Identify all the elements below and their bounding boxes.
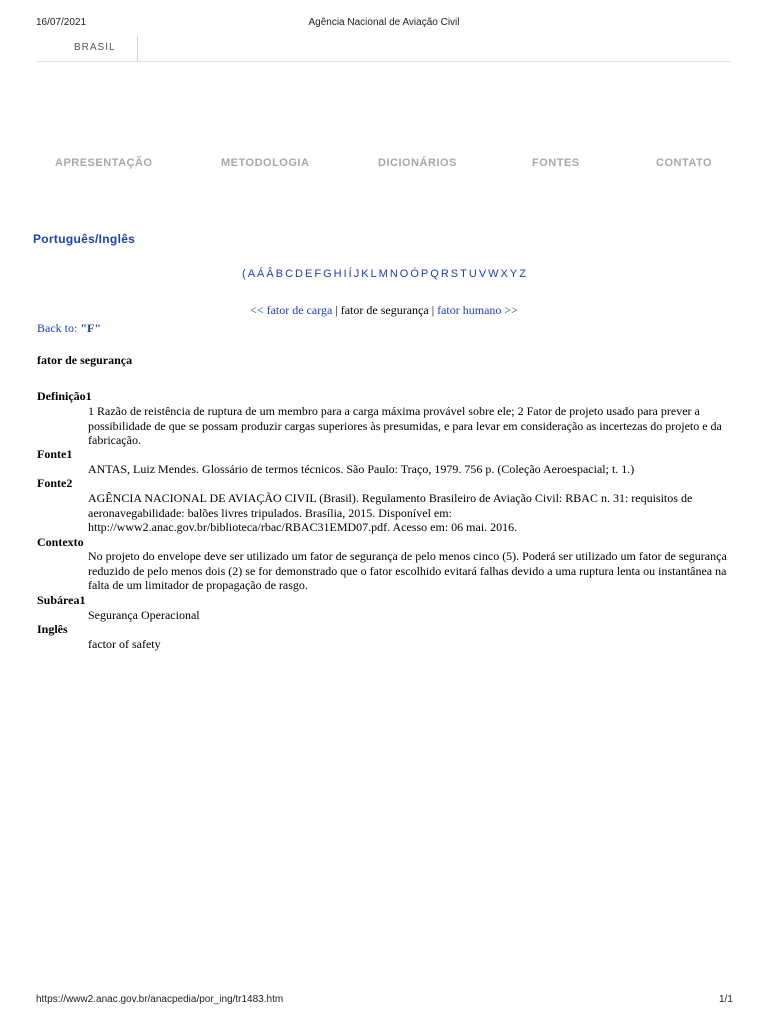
alphabet-letter-link[interactable]: I: [343, 268, 347, 280]
alphabet-letter-link[interactable]: N: [389, 268, 398, 280]
pager-separator: |: [335, 303, 338, 317]
alphabet-paren: (: [242, 268, 246, 280]
fonte2-value: AGÊNCIA NACIONAL DE AVIAÇÃO CIVIL (Brasil). Regulamento Brasileiro de Aviação Civil: RBAC n. 31: requisitos de aeronavegabilidade: balões livres tripulados. Brasília, 2015. Disponível em: http://www2.anac.gov.br/biblioteca/rbac/RBAC31EMD07.pdf. Acesso em: 06 mai. 2016.: [88, 491, 693, 535]
alphabet-letter-link[interactable]: F: [314, 268, 322, 280]
header-divider: [137, 36, 138, 62]
alphabet-letter-link[interactable]: E: [304, 268, 313, 280]
pager-separator: |: [431, 303, 435, 317]
term-pager: [0, 303, 768, 318]
back-link[interactable]: [37, 321, 101, 336]
alphabet-letter-link[interactable]: A: [247, 268, 256, 280]
alphabet-index: [0, 268, 768, 280]
contexto-label: Contexto: [37, 535, 84, 549]
alphabet-letter-link[interactable]: Ó: [410, 268, 419, 280]
alphabet-letter-link[interactable]: P: [420, 268, 429, 280]
alphabet-letter-link[interactable]: S: [450, 268, 459, 280]
ingles-label: Inglês: [37, 622, 68, 636]
alphabet-letter-link[interactable]: T: [460, 268, 467, 280]
alphabet-letter-link[interactable]: Â: [266, 268, 274, 280]
alphabet-letter-link[interactable]: B: [275, 268, 284, 280]
term-heading: fator de segurança: [37, 353, 133, 367]
contexto-value: No projeto do envelope deve ser utilizado um fator de segurança de pelo menos cinco (5). Poderá ser utilizado um fator de segurança reduzido de pelo menos dois (2) se for demonstrado que o fator escolhido evitará falhas devido a uma ruptura lenta ou instantânea na falta de um limitador de propagação de rasgo.: [88, 549, 727, 593]
alphabet-letter-link[interactable]: Z: [519, 268, 526, 280]
print-page-number: 1/1: [719, 994, 733, 1005]
alphabet-letter-link[interactable]: U: [468, 268, 477, 280]
alphabet-letter-link[interactable]: V: [478, 268, 487, 280]
nav-metodologia[interactable]: METODOLOGIA: [221, 157, 310, 169]
nav-fontes[interactable]: FONTES: [532, 157, 580, 169]
ingles-value: factor of safety: [88, 637, 161, 651]
current-term: fator de segurança: [340, 303, 429, 317]
section-title: Português/Inglês: [33, 232, 136, 246]
fonte1-value: ANTAS, Luiz Mendes. Glossário de termos técnicos. São Paulo: Traço, 1979. 756 p. (Coleção Aeroespacial; t. 1.): [88, 462, 635, 476]
alphabet-letter-link[interactable]: Y: [509, 268, 518, 280]
back-label: Back to:: [37, 321, 78, 335]
brasil-link[interactable]: BRASIL: [74, 42, 116, 53]
next-term-link[interactable]: fator humano >>: [437, 303, 518, 317]
alphabet-letter-link[interactable]: R: [440, 268, 449, 280]
nav-apresentacao[interactable]: APRESENTAÇÃO: [55, 157, 153, 169]
alphabet-letter-link[interactable]: C: [285, 268, 294, 280]
alphabet-letter-link[interactable]: X: [500, 268, 508, 280]
back-target[interactable]: "F": [80, 321, 101, 335]
subarea-label: Subárea1: [37, 593, 86, 607]
alphabet-letter-link[interactable]: L: [370, 268, 377, 280]
alphabet-letter-link[interactable]: G: [323, 268, 332, 280]
definicao-value: 1 Razão de reistência de ruptura de um membro para a carga máxima provável sobre ele; 2 Fator de projeto usado para prever a possibilidade de que se possam produzir cargas superiores às presumidas, e para levar em consideração as incertezas do projeto e da fabricação.: [88, 404, 722, 448]
definicao-label: Definição1: [37, 389, 92, 403]
nav-dicionarios[interactable]: DICIONÁRIOS: [378, 157, 457, 169]
alphabet-letter-link[interactable]: H: [333, 268, 342, 280]
alphabet-letter-link[interactable]: K: [361, 268, 369, 280]
nav-contato[interactable]: CONTATO: [656, 157, 713, 169]
alphabet-letter-link[interactable]: J: [353, 268, 360, 280]
print-url: https://www2.anac.gov.br/anacpedia/por_ing/tr1483.htm: [36, 994, 284, 1005]
fonte1-label: Fonte1: [37, 447, 73, 461]
subarea-value: Segurança Operacional: [88, 608, 200, 622]
alphabet-letter-link[interactable]: M: [378, 268, 388, 280]
print-date: 16/07/2021: [36, 17, 87, 28]
fonte2-label: Fonte2: [37, 476, 73, 490]
alphabet-letter-link[interactable]: Á: [257, 268, 265, 280]
alphabet-letter-link[interactable]: W: [488, 268, 499, 280]
print-page-title: Agência Nacional de Aviação Civil: [308, 17, 460, 28]
previous-term-link[interactable]: << fator de carga: [250, 303, 333, 317]
alphabet-letter-link[interactable]: Q: [430, 268, 439, 280]
alphabet-letter-link[interactable]: Í: [348, 268, 352, 280]
header-rule: [36, 61, 731, 62]
alphabet-letter-link[interactable]: O: [399, 268, 409, 280]
alphabet-letter-link[interactable]: D: [295, 268, 303, 280]
